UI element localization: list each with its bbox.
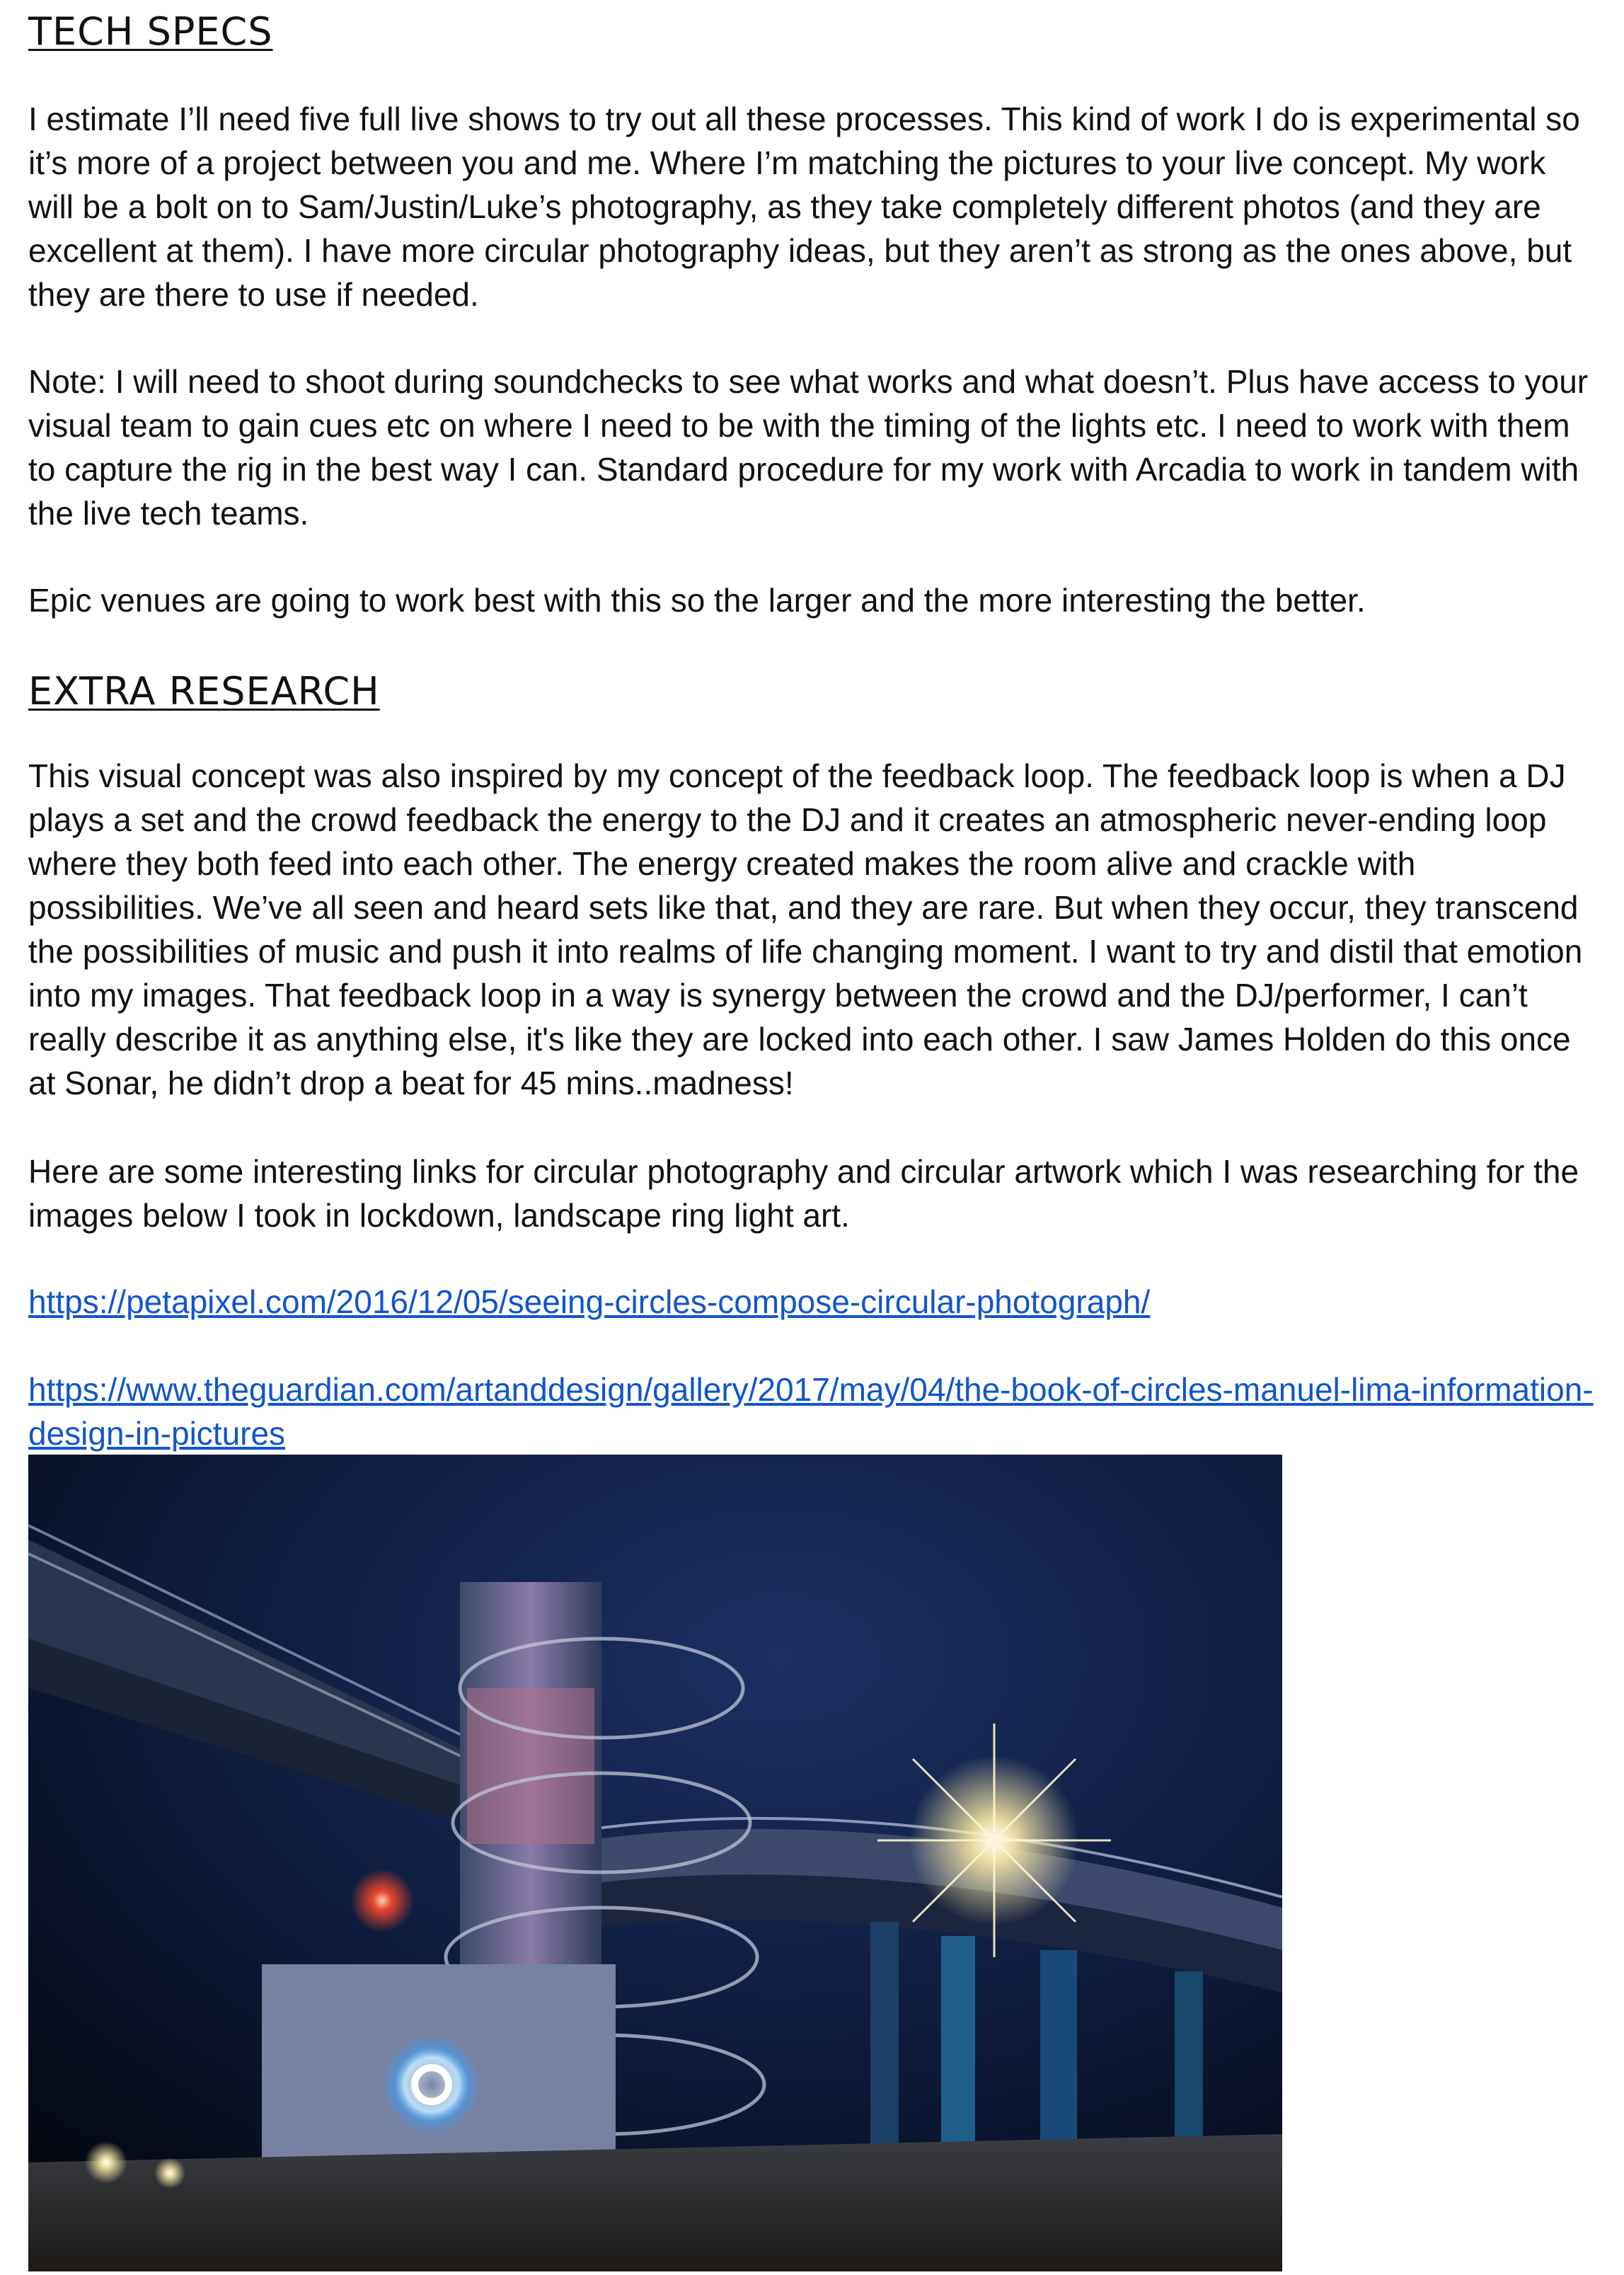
tech-specs-paragraph-3: Epic venues are going to work best with this so the larger and the more interesting the better. <box>28 582 1366 619</box>
extra-research-heading: EXTRA RESEARCH <box>28 669 380 714</box>
extra-research-paragraph-1: This visual concept was also inspired by my concept of the feedback loop. The feedback loop is when a DJ plays a set and the crowd feedback the energy to the DJ and it creates an atmospheric never-ending loop where they both feed into each other. The energy created makes the room alive and crackle with possibilities. We’ve all seen and heard sets like that, and they are rare. But when they occur, they transcend the possibilities of music and push it into realms of life changing moment. I want to try and distil that emotion into my images. That feedback loop in a way is synergy between the crowd and the DJ/performer, I can’t really describe it as anything else, it's like they are locked into each other. I saw James Holden do this once at Sonar, he didn’t drop a beat for 45 mins..madness! <box>28 757 1583 1101</box>
tech-specs-heading: TECH SPECS <box>28 9 273 54</box>
tech-specs-paragraph-2: Note: I will need to shoot during soundchecks to see what works and what doesn’t. Plus have access to your visual team to gain cues etc on where I need to be with the timing of the lights etc. I need to work with them to capture the rig in the best way I can. Standard procedure for my work with Arcadia to work in tandem with the live tech teams. <box>28 363 1589 532</box>
tech-specs-paragraph-1: I estimate I’ll need five full live shows to try out all these processes. This kind of work I do is experimental so it’s more of a project between you and me. Where I’m matching the pictures to your live concept. My work will be a bolt on to Sam/Justin/Luke’s photography, as they take completely different photos (and they are excellent at them). I have more circular photography ideas, but they aren’t as strong as the ones above, but they are there to use if needed. <box>28 101 1580 313</box>
guardian-link[interactable]: https://www.theguardian.com/artanddesign/gallery/2017/may/04/the-book-of-circles-manuel-lima-information-design-in-pictures <box>28 1371 1594 1452</box>
photo-illustration <box>28 1455 1282 2271</box>
petapixel-link[interactable]: https://petapixel.com/2016/12/05/seeing-circles-compose-circular-photograph/ <box>28 1283 1151 1320</box>
spiral-staircase-photo <box>28 1455 1282 2271</box>
extra-research-paragraph-2: Here are some interesting links for circular photography and circular artwork which I was researching for the images below I took in lockdown, landscape ring light art. <box>28 1153 1579 1234</box>
